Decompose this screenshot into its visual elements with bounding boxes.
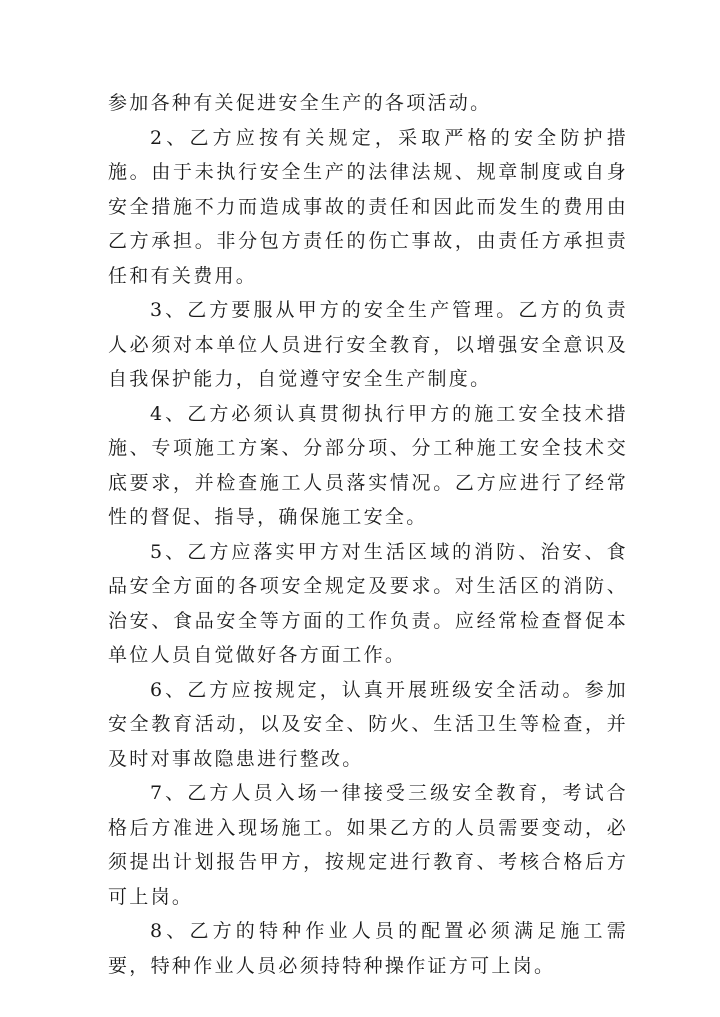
paragraph-clause-2: 2、乙方应按有关规定，采取严格的安全防护措施。由于未执行安全生产的法律法规、规章制度或自身安全措施不力而造成事故的责任和因此而发生的费用由乙方承担。非分包方责任的伤亡事故，由责任方承担责任和有关费用。 [108,126,628,287]
paragraph-clause-4: 4、乙方必须认真贯彻执行甲方的施工安全技术措施、专项施工方案、分部分项、分工种施工安全技术交底要求，并检查施工人员落实情况。乙方应进行了经常性的督促、指导，确保施工安全。 [108,402,628,528]
paragraph-clause-6: 6、乙方应按规定，认真开展班级安全活动。参加安全教育活动，以及安全、防火、生活卫生等检查，并及时对事故隐患进行整改。 [108,678,628,770]
paragraph-clause-5: 5、乙方应落实甲方对生活区域的消防、治安、食品安全方面的各项安全规定及要求。对生活区的消防、治安、食品安全等方面的工作负责。应经常检查督促本单位人员自觉做好各方面工作。 [108,540,628,666]
document-body [108,86,628,983]
paragraph-clause-8: 8、乙方的特种作业人员的配置必须满足施工需要，特种作业人员必须持特种操作证方可上岗。 [108,920,628,977]
paragraph-continuation: 参加各种有关促进安全生产的各项活动。 [108,92,492,114]
paragraph-clause-3: 3、乙方要服从甲方的安全生产管理。乙方的负责人必须对本单位人员进行安全教育，以增强安全意识及自我保护能力，自觉遵守安全生产制度。 [108,299,628,390]
paragraph-clause-7: 7、乙方人员入场一律接受三级安全教育，考试合格后方准进入现场施工。如果乙方的人员需要变动，必须提出计划报告甲方，按规定进行教育、考核合格后方可上岗。 [108,782,628,908]
